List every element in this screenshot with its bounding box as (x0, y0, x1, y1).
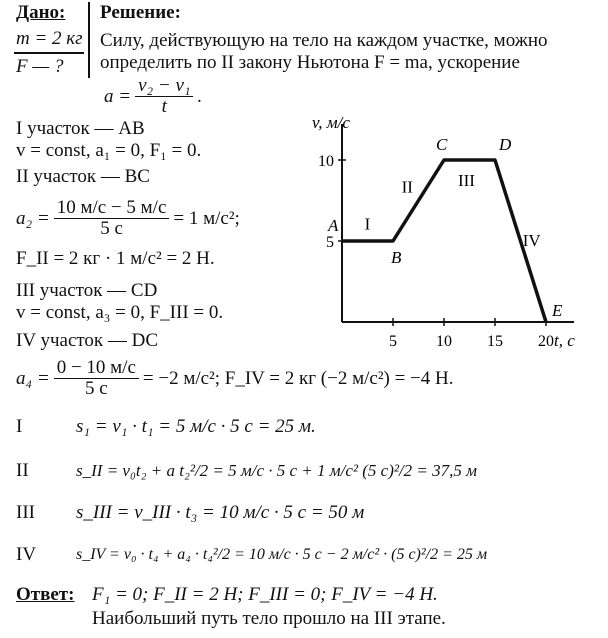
point-label-c: C (436, 135, 448, 154)
section4-title: IV участок — DC (16, 330, 159, 351)
path-label-2: II (16, 460, 29, 481)
section2-title: II участок — BC (16, 166, 150, 187)
s2-rhs: = 1 м/с²; (173, 207, 240, 229)
solution-intro-line1: Силу, действующую на тело на каждом участке, можно (100, 30, 548, 51)
section2-accel (16, 198, 240, 239)
s4-rhs: = −2 м/с²; F_IV = 2 кг (−2 м/с²) = −4 Н. (142, 367, 454, 389)
accel-numerator: v₂ − v₁ (135, 76, 193, 97)
section1-body: v = const, a₁ = 0, F₁ = 0. (16, 140, 202, 161)
s4-fraction (54, 358, 139, 399)
path-formula-3: s_III = v_III · t₃ = 10 м/с · 5 с = 50 м (76, 502, 365, 523)
x-tick-label: 20 (538, 333, 554, 350)
x-tick-label: 15 (487, 333, 503, 350)
y-tick-label: 5 (326, 234, 334, 251)
path-label-1: I (16, 416, 23, 437)
given-vertical-rule (88, 2, 90, 78)
velocity-time-chart (300, 110, 608, 365)
s4-denominator: 5 с (84, 378, 108, 399)
answer-conclusion: Наибольший путь тело прошло на III этапе. (92, 608, 446, 629)
section3-body: v = const, a₃ = 0, F_III = 0. (16, 302, 224, 323)
x-axis-label: t, с (554, 331, 575, 350)
given-divider (14, 52, 84, 54)
path-formula-4: s_IV = v₀ · t₄ + a₄ · t₄²/2 = 10 м/с · 5 с − 2 м/с² · (5 с)²/2 = 25 м (76, 546, 488, 563)
x-tick-label: 5 (389, 333, 397, 350)
velocity-line (342, 160, 546, 322)
path-label-3: III (16, 502, 35, 523)
point-label-a: A (328, 216, 339, 235)
point-label-d: D (499, 135, 512, 154)
s2-lhs: a₂ = (16, 207, 50, 229)
given-mass: m = 2 кг (16, 28, 83, 49)
s2-fraction (54, 198, 170, 239)
accel-denominator: t (161, 96, 167, 117)
section1-title: I участок — AB (16, 118, 145, 139)
given-header: Дано: (16, 2, 66, 23)
segment-label-1: I (364, 214, 371, 234)
accel-lhs: a = (104, 85, 132, 107)
answer-forces: F₁ = 0; F_II = 2 Н; F_III = 0; F_IV = −4 Н. (92, 584, 438, 605)
segment-label-4: IV (522, 230, 541, 250)
path-formula-1: s₁ = v₁ · t₁ = 5 м/с · 5 с = 25 м. (76, 416, 316, 437)
s2-denominator: 5 с (100, 218, 123, 239)
point-label-e: E (552, 301, 563, 320)
section2-force: F_II = 2 кг · 1 м/с² = 2 Н. (16, 248, 215, 269)
path-label-4: IV (16, 544, 37, 565)
acceleration-formula (104, 76, 202, 117)
path-formula-2: s_II = v₀t₂ + a t₂²/2 = 5 м/с · 5 с + 1 м/с² (5 с)²/2 = 37,5 м (76, 461, 478, 480)
given-find: F — ? (16, 56, 64, 77)
x-tick-label: 10 (436, 333, 452, 350)
segment-label-3: III (457, 170, 475, 190)
point-label-b: B (391, 248, 402, 267)
section3-title: III участок — CD (16, 280, 158, 301)
solution-intro-line2: определить по II закону Ньютона F = ma, ускорение (100, 52, 520, 73)
y-tick-label: 10 (318, 153, 334, 170)
s2-numerator: 10 м/с − 5 м/с (54, 198, 170, 219)
s4-lhs: a₄ = (16, 367, 50, 389)
solution-header: Решение: (100, 2, 181, 23)
answer-label: Ответ: (16, 584, 75, 605)
accel-end: . (197, 85, 203, 107)
accel-fraction (135, 76, 193, 117)
segment-label-2: II (401, 177, 413, 197)
y-axis-label: v, м/с (312, 113, 350, 132)
s4-numerator: 0 − 10 м/с (54, 358, 139, 379)
